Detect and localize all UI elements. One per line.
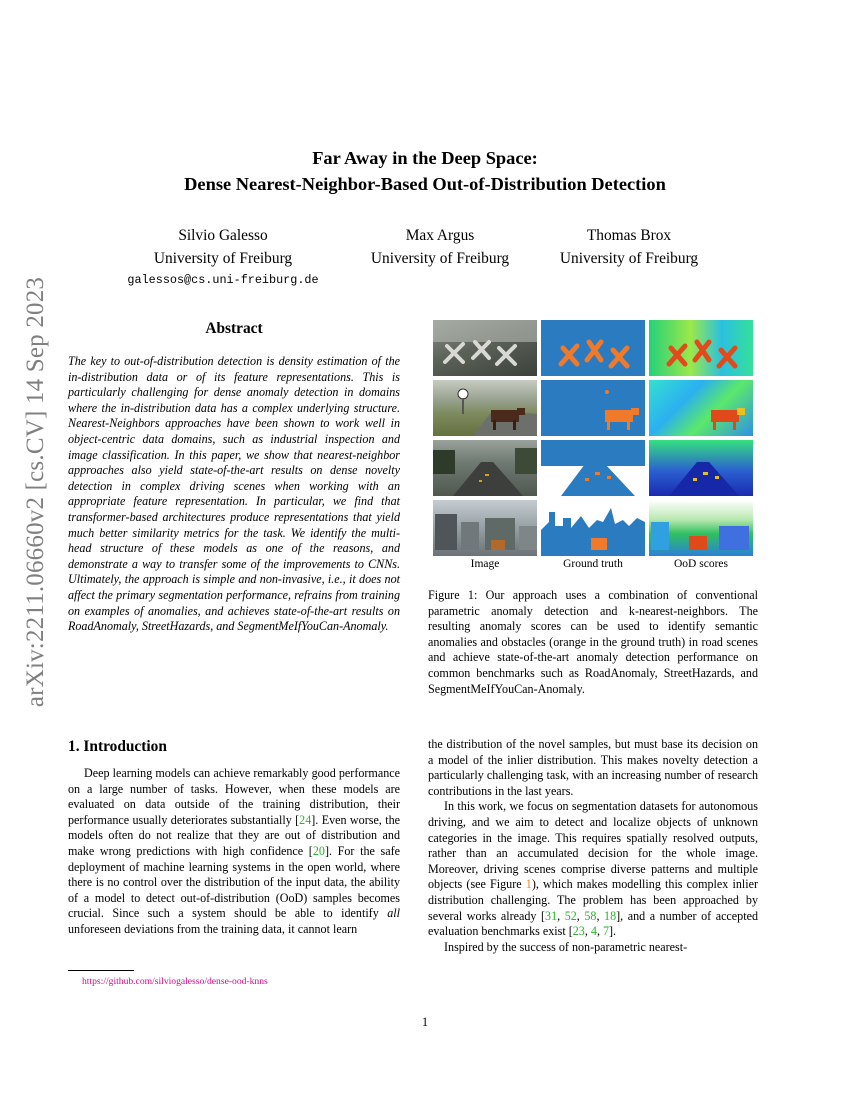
- author-3: [519, 224, 739, 270]
- ood-heatmap: [649, 500, 753, 556]
- text-run: ,: [596, 908, 605, 923]
- page-number: 1: [421, 1015, 429, 1029]
- road-scene-photo: [433, 440, 537, 496]
- ood-heatmap: [649, 320, 753, 376]
- citation-link[interactable]: 20: [312, 843, 325, 858]
- intro-paragraph-continuation: the distribution of the novel samples, but must base its decision on a model of the inlier distribution. This makes novelty detection a particularly challenging task, with an increasing number of research contributions in the last years.: [428, 737, 758, 798]
- citation-link[interactable]: 24: [299, 812, 312, 827]
- ood-tile-2: [649, 380, 753, 436]
- author-2: [330, 224, 550, 270]
- intro-left-column: [68, 766, 400, 938]
- text-run: ,: [557, 908, 565, 923]
- author-name: Max Argus: [405, 227, 475, 244]
- abstract-heading: Abstract: [205, 320, 263, 337]
- gt-tile-1: [541, 320, 645, 376]
- title-line-1: Far Away in the Deep Space:: [312, 148, 538, 168]
- text-run: ]. For the safe deployment of machine learning systems in the open world, where there is no control over the distribution of the input data, the ability of a model to detect out-of-distribution (OoD) samples becomes crucial. Since such a system should be able to identify: [68, 843, 400, 921]
- intro-paragraph-1: [68, 766, 400, 938]
- hedgehog-obstacles-photo: [433, 320, 537, 376]
- intro-paragraph-2: [428, 799, 758, 939]
- title-line-2: Dense Nearest-Neighbor-Based Out-of-Distribution Detection: [184, 174, 666, 194]
- gt-tile-2: [541, 380, 645, 436]
- emphasis: all: [387, 906, 400, 921]
- citation-link[interactable]: 23: [572, 924, 585, 939]
- road-mask: [541, 440, 645, 496]
- text-run: ].: [609, 924, 617, 939]
- image-tile-3: [433, 440, 537, 496]
- citation-link[interactable]: 4: [590, 924, 597, 939]
- author-name: Silvio Galesso: [178, 227, 268, 244]
- figure-caption: Figure 1: Our approach uses a combination of conventional parametric anomaly detection and k-nearest-neighbors. The resulting anomaly scores can be used to identify semantic anomalies and obstacles (orange in the ground truth) in road scenes and achieve state-of-the-art anomaly detection performance on common benchmarks such as RoadAnomaly, StreetHazards, and SegmentMeIfYouCan-Anomaly.: [428, 588, 758, 696]
- text-run: ,: [584, 924, 591, 939]
- ood-tile-3: [649, 440, 753, 496]
- text-run: ], and a number of accepted evaluation benchmarks exist [: [428, 908, 758, 939]
- author-affiliation: University of Freiburg: [370, 250, 510, 267]
- anomaly-mask: [541, 320, 645, 376]
- figure-column-label-ground-truth: Ground truth: [563, 558, 623, 570]
- text-run: ,: [576, 908, 585, 923]
- image-tile-4: [433, 500, 537, 556]
- section-heading-introduction: 1. Introduction: [68, 738, 167, 755]
- author-1: [113, 224, 333, 290]
- author-affiliation: University of Freiburg: [153, 250, 293, 267]
- gt-tile-3: [541, 440, 645, 496]
- author-email[interactable]: galessos@cs.uni-freiburg.de: [127, 273, 319, 287]
- figure-1: [433, 320, 753, 554]
- figure-column-label-image: Image: [470, 558, 500, 570]
- text-run: ), which makes modelling this complex inlier distribution challenging. The problem has been approached by several works already [: [428, 877, 759, 923]
- intro-paragraph-3: Inspired by the success of non-parametric nearest-: [444, 939, 688, 954]
- ood-tile-4: [649, 500, 753, 556]
- citation-link[interactable]: 7: [602, 924, 610, 939]
- text-run: unforeseen deviations from the training data, it cannot learn: [68, 921, 358, 936]
- text-run: In this work, we focus on segmentation datasets for autonomous driving, and we aim to detect and localize objects of unknown categories in the image. This requires spatially resolved outputs, rather than an accumulated decision for the whole image. Moreover, driving scenes comprise diverse patterns and multiple objects (see Figure: [428, 799, 758, 892]
- gt-tile-4: [541, 500, 645, 556]
- paper-title: [0, 145, 850, 197]
- image-tile-2: [433, 380, 537, 436]
- text-run: Deep learning models can achieve remarkably good performance on a large number of tasks. However, when these models are evaluated on data outside of the training distribution, their performance usually deteriorates substantially [: [68, 766, 400, 827]
- cow-on-road-photo: [433, 380, 537, 436]
- author-affiliation: University of Freiburg: [559, 250, 699, 267]
- street-scene-photo: [433, 500, 537, 556]
- ood-heatmap: [649, 440, 753, 496]
- arxiv-id: arXiv:2211.06660v2 [cs.CV] 14 Sep 2023: [22, 276, 49, 708]
- arxiv-stamp: [12, 276, 60, 708]
- image-tile-1: [433, 320, 537, 376]
- footnote-github-link[interactable]: https://github.com/silviogalesso/dense-ood-knns: [82, 976, 268, 987]
- anomaly-mask: [541, 380, 645, 436]
- citation-link[interactable]: 31: [545, 908, 558, 923]
- text-run: ]. Even worse, the models often do not realize that they are out of distribution and make wrong predictions with high confidence [: [68, 812, 400, 858]
- ood-tile-1: [649, 320, 753, 376]
- scene-mask: [541, 500, 645, 556]
- author-name: Thomas Brox: [586, 227, 672, 244]
- citation-link[interactable]: 52: [564, 908, 577, 923]
- citation-link[interactable]: 58: [584, 908, 597, 923]
- ood-heatmap: [649, 380, 753, 436]
- abstract-text: The key to out-of-distribution detection is density estimation of the in-distribution data or of its feature representations. This is particularly challenging for dense anomaly detection in domains where the in-distribution data has a complex underlying structure. Nearest-Neighbors approaches have been shown to work well in object-centric data domains, such as industrial inspection and image classification. In this paper, we show that nearest-neighbor approaches also yield state-of-the-art results on dense novelty detection in complex driving scenes when working with an appropriate feature representation. In particular, we find that transformer-based architectures produce representations that yield much better similarity metrics for the task. We identify the multi-head structure of these models as one of the reasons, and demonstrate a way to transfer some of the improvements to CNNs. Ultimately, the approach is simple and non-invasive, i.e., it does not affect the primary segmentation performance, refrains from training on examples of anomalies, and achieves state-of-the-art results on RoadAnomaly, StreetHazards, and SegmentMeIfYouCan-Anomaly.: [68, 354, 400, 634]
- intro-right-column: [428, 737, 758, 955]
- figure-column-label-ood-scores: OoD scores: [674, 558, 728, 570]
- citation-link[interactable]: 18: [604, 908, 617, 923]
- text-run: ,: [596, 924, 603, 939]
- figure-reference-link[interactable]: 1: [525, 877, 532, 892]
- footnote-rule: [68, 970, 134, 971]
